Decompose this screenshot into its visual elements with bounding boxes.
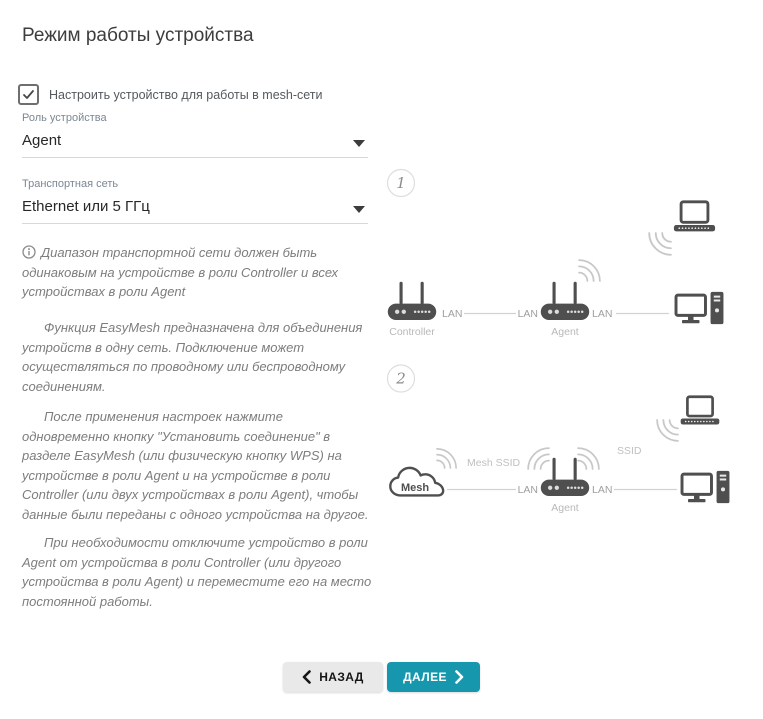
back-button-label: НАЗАД — [319, 670, 364, 684]
chevron-down-icon — [353, 140, 365, 147]
desktop-computer-icon — [676, 292, 723, 324]
note-range — [22, 243, 374, 302]
diagram-wireless-mesh — [380, 355, 763, 555]
wifi-waves-icon — [437, 449, 456, 468]
laptop-icon — [674, 202, 715, 232]
next-button[interactable] — [387, 662, 480, 692]
device-role-select[interactable] — [22, 132, 368, 158]
transport-network-label: Транспортная сеть — [22, 178, 119, 190]
note-relocate: При необходимости отключите устройство в роли Agent от устройства в роли Controller (или другого устройства в роли Agent) и переместите его на место постоянной работы. — [22, 535, 372, 609]
wifi-waves-icon — [528, 448, 549, 469]
agent-label: Agent — [551, 326, 579, 338]
next-button-label: ДАЛЕЕ — [403, 670, 447, 684]
router-agent-icon — [541, 282, 589, 320]
router-agent-icon — [541, 458, 589, 496]
note-range-text: Диапазон транспортной сети должен быть одинаковым на устройстве в роли Controller и всех устройствах в роли Agent — [22, 245, 339, 299]
chevron-right-icon — [455, 670, 464, 684]
lan-label: LAN — [442, 308, 463, 320]
wifi-waves-icon — [578, 448, 599, 469]
lan-label: LAN — [592, 484, 613, 496]
mesh-checkbox[interactable] — [18, 84, 323, 105]
transport-network-select[interactable] — [22, 198, 368, 224]
controller-label: Controller — [389, 326, 435, 338]
router-controller-icon — [388, 282, 436, 320]
lan-label: LAN — [517, 308, 538, 320]
step-number: 2 — [396, 369, 406, 388]
wifi-waves-icon — [579, 260, 600, 281]
transport-network-value: Ethernet или 5 ГГц — [22, 198, 150, 215]
note-easymesh: Функция EasyMesh предназначена для объединения устройств в одну сеть. Подключение может осуществляться по проводному или беспроводному соединениям. — [22, 320, 363, 394]
diagram-wired-mesh — [380, 160, 763, 360]
cloud-label: Mesh — [400, 482, 430, 494]
device-role-label: Роль устройства — [22, 112, 107, 124]
back-button[interactable] — [283, 662, 383, 692]
page-title: Режим работы устройства — [22, 25, 254, 46]
checkmark-icon — [22, 88, 35, 101]
checkbox-icon[interactable] — [18, 84, 39, 105]
device-role-value: Agent — [22, 132, 62, 149]
mesh-ssid-label: Mesh SSID — [467, 457, 521, 469]
laptop-icon — [681, 397, 720, 425]
ssid-label: SSID — [617, 445, 642, 457]
chevron-left-icon — [302, 670, 311, 684]
wifi-waves-icon — [649, 233, 671, 255]
wifi-waves-icon — [657, 420, 678, 441]
info-icon — [22, 245, 36, 259]
agent-label: Agent — [551, 502, 579, 514]
lan-label: LAN — [517, 484, 538, 496]
desktop-computer-icon — [682, 471, 729, 503]
chevron-down-icon — [353, 206, 365, 213]
device-role-field — [22, 112, 368, 158]
mesh-checkbox-label: Настроить устройство для работы в mesh-сети — [49, 87, 323, 102]
lan-label: LAN — [592, 308, 613, 320]
note-connect: После применения настроек нажмите одновременно кнопку "Установить соединение" в разделе EasyMesh (или физическую кнопку WPS) на устройстве в роли Agent и на устройстве в роли Controller (или двух устройствах в роли Agent), чтобы данные были переданы с одного устройства на другое. — [22, 409, 369, 522]
step-number: 1 — [396, 174, 406, 192]
transport-network-field — [22, 178, 368, 224]
